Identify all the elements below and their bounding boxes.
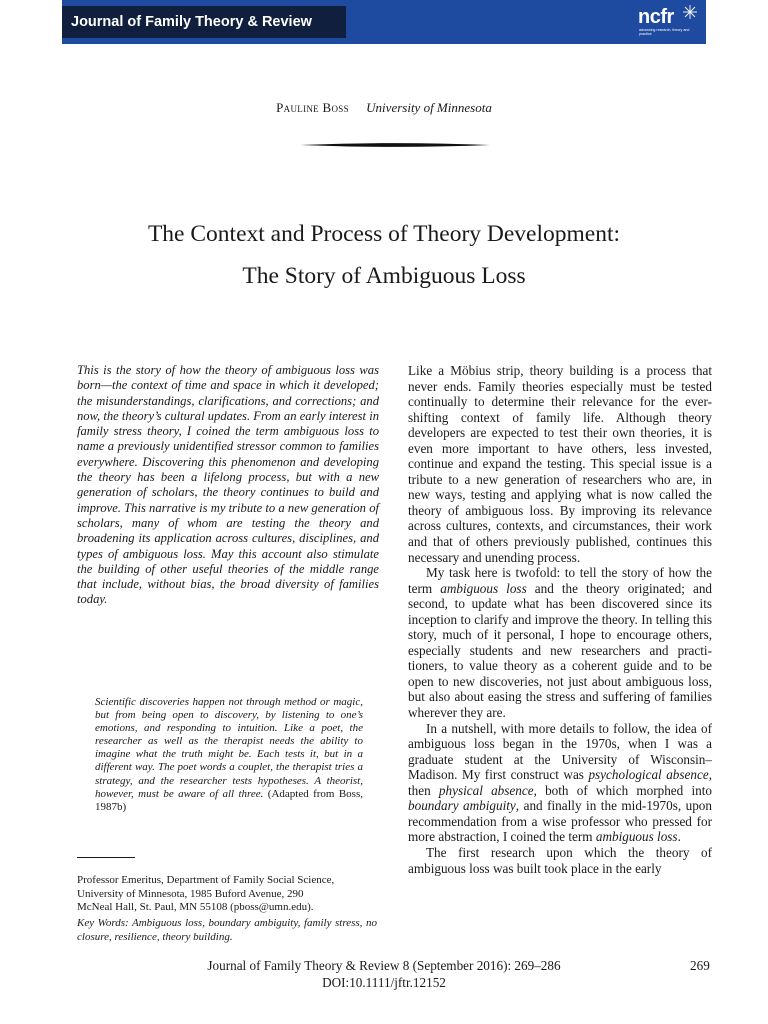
- author-footnote: [77, 874, 377, 915]
- footnote-line: McNeal Hall, St. Paul, MN 55108 (pboss@umn.edu).: [77, 901, 314, 913]
- paragraph: The first research upon which the theory of ambiguous loss was built took place in the early: [408, 844, 712, 876]
- author-line: [0, 100, 768, 116]
- author-affiliation: University of Minnesota: [366, 100, 492, 115]
- page-number: 269: [690, 958, 710, 973]
- logo-wordmark: ncfr: [638, 6, 674, 28]
- paragraph: In a nutshell, with more details to follow, the idea of ambiguous loss began in the 1970s, when I was a graduate student at the University of Wisconsin–Madison. My first construct was psychological absence, then physical absence, both of which morphed into boundary ambiguity, and finally in the mid-1970s, upon recommendation from a wise professor who pressed for more abstraction, I coined the term ambiguous loss.: [408, 720, 712, 845]
- journal-title: Journal of Family Theory & Review: [62, 6, 346, 38]
- article-title-line-1: The Context and Process of Theory Development:: [147, 221, 621, 247]
- paragraph: Like a Möbius strip, theory building is a process that never ends. Family theories especially must be tested continually to determine their relevance for the ever-shifting context of family life. Although theory developers are expected to test their own theories, it is even more important to have others, less invested, continue and expand the testing. This special issue is a tribute to a new generation of researchers who are, in new ways, testing and applying what is now called the theory of ambiguous loss. By improving its relevance across cultures, contexts, and circumstances, their work and that of others previously published, continues this necessary and unending process.: [408, 363, 712, 565]
- author-name: Pauline Boss: [276, 100, 349, 115]
- epigraph-source: (Adapted from Boss, 1987b): [95, 787, 363, 813]
- decorative-rule: [300, 140, 490, 150]
- footnote-line: Professor Emeritus, Department of Family Social Science,: [77, 874, 335, 886]
- ncfr-logo: [638, 4, 698, 42]
- footnote-line: University of Minnesota, 1985 Buford Avenue, 290: [77, 887, 304, 900]
- journal-banner: [62, 0, 706, 44]
- footnote-divider: [77, 857, 135, 858]
- doi: DOI:10.1111/jftr.12152: [322, 975, 446, 990]
- paragraph: My task here is twofold: to tell the story of how the term ambiguous loss and the theory originated; and second, to update what has been discovered since its inception to clarify and improve the theory. In telling this story, much of it personal, I hope to encourage others, especially students and new researchers and practitioners, to value theory as a coherent guide and to be open to new discoveries, not just about ambiguous loss, but also about easing the stress and suffering of families wherever they are.: [408, 565, 713, 721]
- body-text: [408, 363, 712, 876]
- epigraph: [95, 696, 363, 814]
- star-burst-icon: [682, 4, 698, 20]
- article-title-line-2: The Story of Ambiguous Loss: [242, 263, 526, 289]
- logo-tagline: advancing research, theory and practice: [639, 28, 690, 37]
- epigraph-quote: Scientific discoveries happen not through method or magic, but from being open to discovery, by listening to one’s emotions, and responding to intuition. Like a poet, the researcher as well as the therapist needs the ability to imagine what the truth might be. Each tests it, but in a different way. The poet words a couplet, the therapist tries a strategy, and the researcher tests hypotheses. A theorist, however, must be aware of all three.: [95, 696, 363, 800]
- citation-line: Journal of Family Theory & Review 8 (September 2016): 269–286: [207, 958, 561, 973]
- abstract: This is the story of how the theory of ambiguous loss was born—the context of time and space in which it developed; the misunderstandings, clarifications, and corrections; and now, the theory’s cultural updates. From an early interest in family stress theory, I coined the term ambiguous loss to name a previously unidentified stressor common to families everywhere. Discovering this phenomenon and developing the theory has been a lifelong process, but with a new generation of scholars, the theory continues to build and improve. This narrative is my tribute to a new generation of scholars, many of whom are testing the theory and broadening its application across cultures, disciplines, and types of ambiguous loss. May this account also stimulate the building of other useful theories of the middle range that include, without bias, the broad diversity of families today.: [77, 363, 379, 607]
- key-words: Key Words: Ambiguous loss, boundary ambiguity, family stress, no closure, resilience, theory building.: [77, 917, 377, 943]
